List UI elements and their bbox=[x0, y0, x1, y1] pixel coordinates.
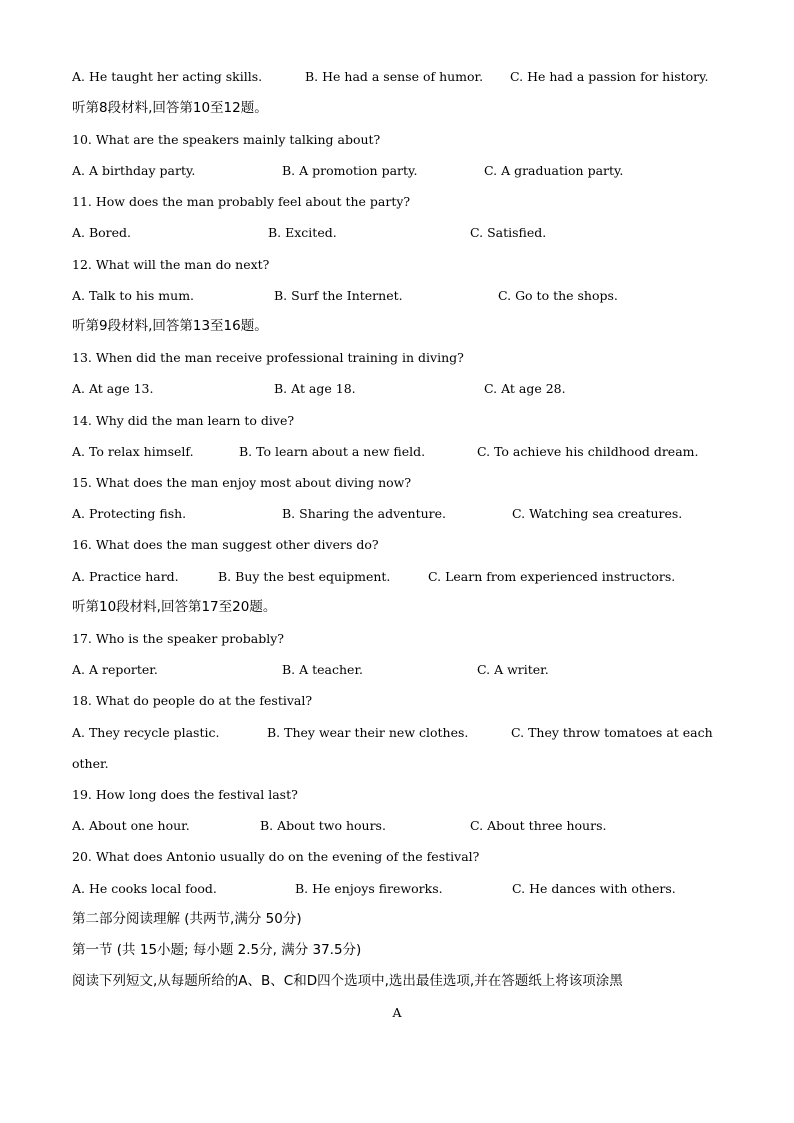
section-9-heading: 听第9段材料,回答第13至16题。 bbox=[72, 318, 268, 334]
q15-option-c: C. Watching sea creatures. bbox=[512, 506, 683, 521]
q19-option-b: B. About two hours. bbox=[260, 818, 386, 833]
section-8-heading: 听第8段材料,回答第10至12题。 bbox=[72, 100, 268, 116]
q11-option-b: B. Excited. bbox=[268, 225, 337, 240]
q17-option-b: B. A teacher. bbox=[282, 662, 364, 677]
q19-option-c: C. About three hours. bbox=[470, 818, 607, 833]
q10-option-a: A. A birthday party. bbox=[72, 163, 196, 178]
q18-option-c-continued: other. bbox=[72, 756, 109, 771]
q16-option-a: A. Practice hard. bbox=[72, 569, 179, 584]
q11-question: 11. How does the man probably feel about the party? bbox=[72, 194, 411, 209]
q16-option-b: B. Buy the best equipment. bbox=[218, 569, 391, 584]
section-10-heading: 听第10段材料,回答第17至20题。 bbox=[72, 599, 277, 615]
q9-option-b: B. He had a sense of humor. bbox=[305, 69, 484, 84]
q15-option-b: B. Sharing the adventure. bbox=[282, 506, 447, 521]
part-2-section-1-heading: 第一节 (共 15小题; 每小题 2.5分, 满分 37.5分) bbox=[72, 942, 362, 958]
q18-question: 18. What do people do at the festival? bbox=[72, 693, 313, 708]
q11-option-a: A. Bored. bbox=[72, 225, 132, 240]
passage-label: A bbox=[392, 1005, 402, 1020]
q14-option-c: C. To achieve his childhood dream. bbox=[477, 444, 699, 459]
q9-option-a: A. He taught her acting skills. bbox=[72, 69, 263, 84]
q20-option-c: C. He dances with others. bbox=[512, 881, 676, 896]
q18-option-b: B. They wear their new clothes. bbox=[267, 725, 469, 740]
q16-option-c: C. Learn from experienced instructors. bbox=[428, 569, 676, 584]
q20-option-b: B. He enjoys fireworks. bbox=[295, 881, 443, 896]
q19-option-a: A. About one hour. bbox=[72, 818, 190, 833]
q18-option-a: A. They recycle plastic. bbox=[72, 725, 220, 740]
q15-question: 15. What does the man enjoy most about diving now? bbox=[72, 475, 412, 490]
q12-option-c: C. Go to the shops. bbox=[498, 288, 618, 303]
q10-question: 10. What are the speakers mainly talking about? bbox=[72, 132, 381, 147]
q20-question: 20. What does Antonio usually do on the evening of the festival? bbox=[72, 849, 480, 864]
q9-option-c: C. He had a passion for history. bbox=[510, 69, 709, 84]
q18-option-c: C. They throw tomatoes at each bbox=[511, 725, 713, 740]
q16-question: 16. What does the man suggest other divers do? bbox=[72, 537, 379, 552]
q17-option-a: A. A reporter. bbox=[72, 662, 158, 677]
q13-option-c: C. At age 28. bbox=[484, 381, 566, 396]
q13-option-a: A. At age 13. bbox=[72, 381, 154, 396]
q12-option-b: B. Surf the Internet. bbox=[274, 288, 403, 303]
q14-option-b: B. To learn about a new field. bbox=[239, 444, 426, 459]
q20-option-a: A. He cooks local food. bbox=[72, 881, 217, 896]
q12-question: 12. What will the man do next? bbox=[72, 257, 270, 272]
q17-question: 17. Who is the speaker probably? bbox=[72, 631, 284, 646]
part-2-instructions: 阅读下列短文,从每题所给的A、B、C和D四个选项中,选出最佳选项,并在答题纸上将该项涂黑 bbox=[72, 973, 623, 989]
q17-option-c: C. A writer. bbox=[477, 662, 549, 677]
q14-question: 14. Why did the man learn to dive? bbox=[72, 413, 295, 428]
part-2-title: 第二部分阅读理解 (共两节,满分 50分) bbox=[72, 911, 302, 927]
q13-option-b: B. At age 18. bbox=[274, 381, 356, 396]
q11-option-c: C. Satisfied. bbox=[470, 225, 547, 240]
q10-option-b: B. A promotion party. bbox=[282, 163, 418, 178]
q14-option-a: A. To relax himself. bbox=[72, 444, 194, 459]
q12-option-a: A. Talk to his mum. bbox=[72, 288, 195, 303]
q15-option-a: A. Protecting fish. bbox=[72, 506, 187, 521]
q19-question: 19. How long does the festival last? bbox=[72, 787, 298, 802]
q10-option-c: C. A graduation party. bbox=[484, 163, 624, 178]
q13-question: 13. When did the man receive professional training in diving? bbox=[72, 350, 464, 365]
